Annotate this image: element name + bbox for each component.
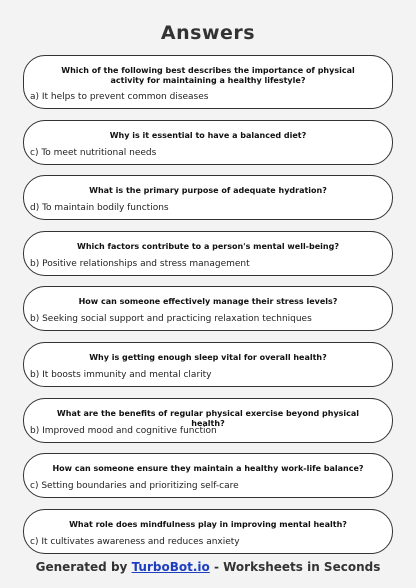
answer-text: b) Positive relationships and stress management — [30, 258, 250, 269]
turbobot-link[interactable]: TurboBot.io — [131, 560, 210, 574]
answer-card-5 — [23, 286, 393, 331]
footer — [0, 560, 416, 574]
question-text: How can someone effectively manage their stress levels? — [78, 297, 338, 307]
answer-text: c) It cultivates awareness and reduces anxiety — [30, 536, 240, 547]
question-text: Why is it essential to have a balanced diet? — [109, 130, 307, 140]
answer-card-7 — [23, 398, 393, 443]
footer-suffix: - Worksheets in Seconds — [213, 560, 381, 574]
answer-text: d) To maintain bodily functions — [30, 203, 169, 214]
page-title: Answers — [160, 22, 256, 44]
answer-text: b) It boosts immunity and mental clarity — [30, 369, 212, 380]
answer-card-6 — [23, 342, 393, 387]
answer-text: c) To meet nutritional needs — [30, 147, 157, 158]
answer-card-3 — [23, 175, 393, 220]
answer-text: b) Improved mood and cognitive function — [30, 425, 217, 436]
question-text: Which of the following best describes the importance of physical activity for maintaining a healthy lifestyle? — [61, 66, 355, 85]
answer-card-8 — [23, 453, 393, 498]
question-text: Why is getting enough sleep vital for overall health? — [89, 352, 327, 362]
question-text: What role does mindfulness play in improving mental health? — [69, 519, 347, 529]
question-text: What are the benefits of regular physical exercise beyond physical health? — [56, 408, 360, 428]
answer-card-1 — [23, 55, 393, 109]
footer-prefix: Generated by — [35, 560, 128, 574]
question-text: Which factors contribute to a person's mental well-being? — [77, 241, 339, 251]
answer-card-4 — [23, 231, 393, 276]
answer-text: a) It helps to prevent common diseases — [30, 92, 209, 102]
answer-card-2 — [23, 120, 393, 165]
answer-list — [23, 55, 393, 564]
question-text: What is the primary purpose of adequate hydration? — [89, 186, 327, 196]
answer-text: c) Setting boundaries and prioritizing self-care — [30, 481, 239, 492]
answer-card-9 — [23, 509, 393, 554]
answer-text: b) Seeking social support and practicing relaxation techniques — [30, 314, 312, 325]
question-text: How can someone ensure they maintain a healthy work-life balance? — [52, 464, 364, 474]
